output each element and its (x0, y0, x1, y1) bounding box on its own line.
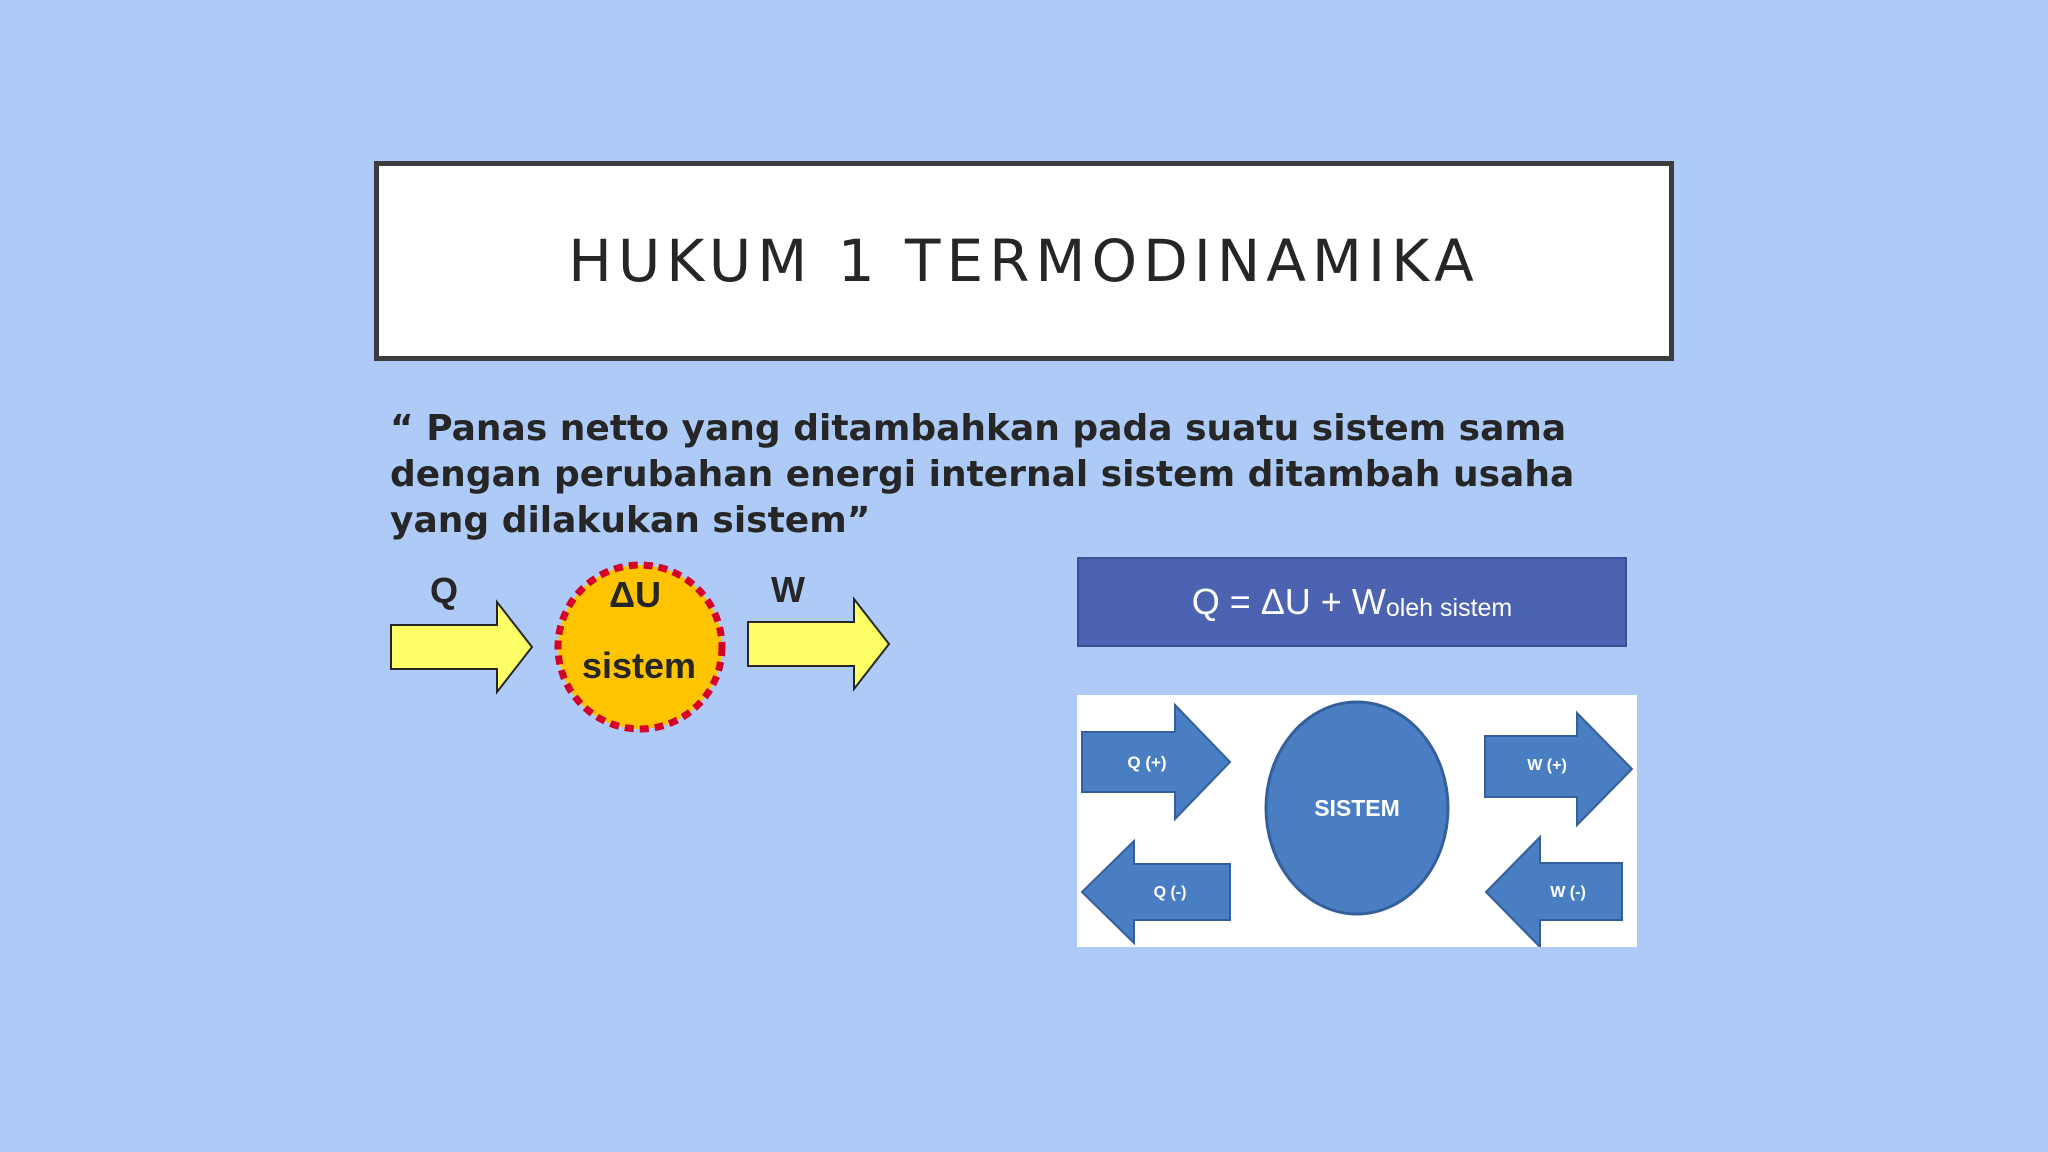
q-plus-label: Q (+) (1127, 753, 1167, 772)
sign-convention-diagram (1077, 695, 1637, 947)
title-box (374, 161, 1674, 361)
heat-in-arrow (391, 602, 532, 692)
energy-flow-diagram (380, 550, 900, 750)
w-plus-label: W (+) (1527, 757, 1567, 774)
w-minus-label: W (-) (1550, 884, 1586, 901)
work-out-arrow (748, 599, 889, 689)
equation-subscript: oleh sistem (1385, 593, 1513, 622)
heat-label: Q (429, 570, 459, 611)
delta-u-label: ΔU (609, 574, 661, 615)
slide-title: HUKUM 1 TERMODINAMIKA (568, 227, 1480, 295)
law-statement: “ Panas netto yang ditambahkan pada suatu sistem sama dengan perubahan energi internal sistem ditambah usaha yang dilakukan sistem” (390, 408, 1575, 541)
sign-convention-panel (1077, 695, 1637, 947)
equation-box (1077, 557, 1627, 647)
system-label: sistem (581, 645, 697, 686)
work-label: W (771, 569, 805, 610)
equation-main: Q = ΔU + W (1191, 581, 1386, 622)
sistem-label: SISTEM (1314, 795, 1400, 821)
q-minus-label: Q (-) (1153, 884, 1187, 901)
